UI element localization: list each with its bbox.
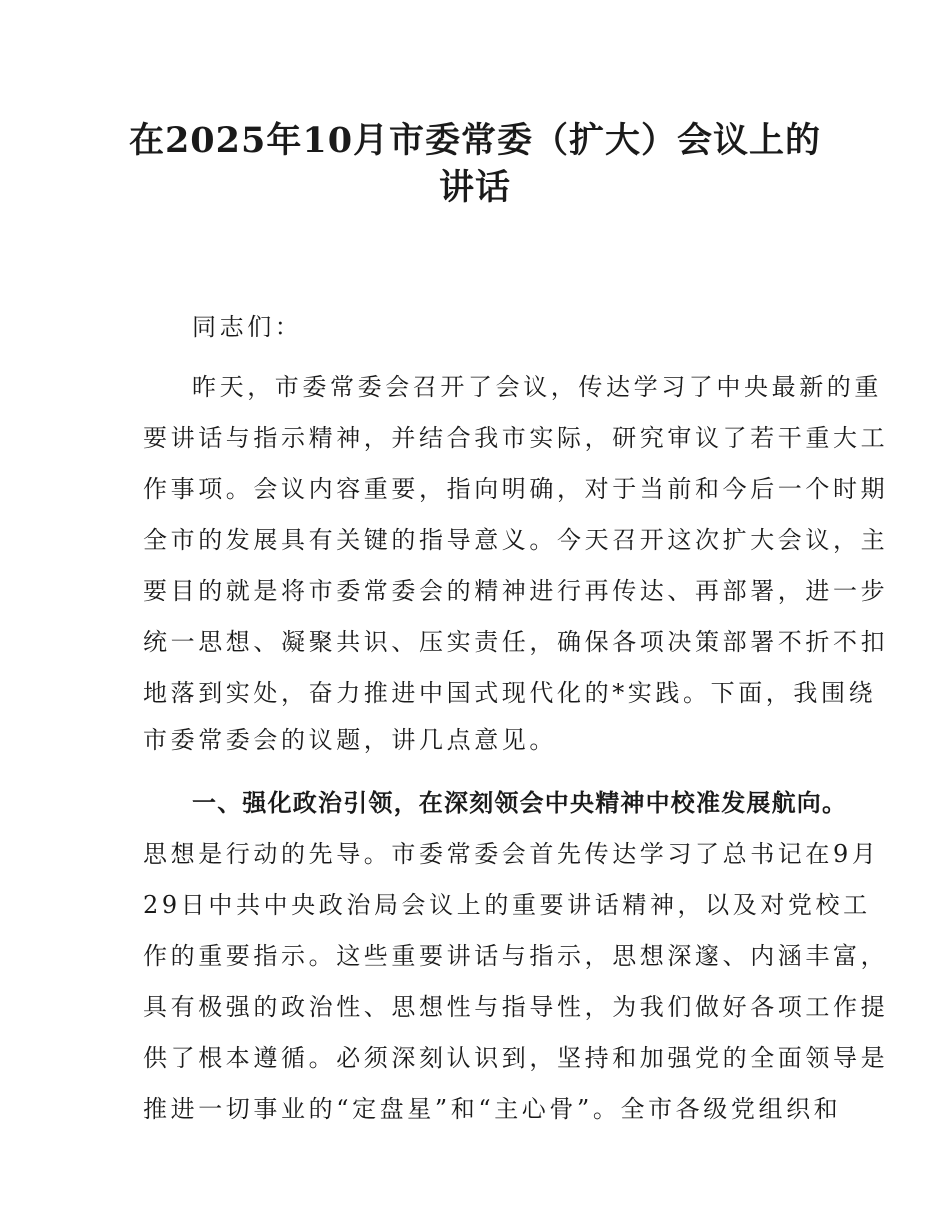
section-1-heading: 一、强化政治引领，在深刻领会中央精神中校准发展航向。 [192,789,848,817]
section-1-line: 供了根本遵循。必须深刻认识到，坚持和加强党的全面领导是 [143,1044,889,1072]
paragraph-1-line: 要目的就是将市委常委会的精神进行再传达、再部署，进一步 [143,577,889,605]
section-1-line: 思想是行动的先导。市委常委会首先传达学习了总书记在9月 [143,840,880,868]
paragraph-1-line: 市委常委会的议题，讲几点意见。 [143,726,557,754]
paragraph-1-line: 作事项。会议内容重要，指向明确，对于当前和今后一个时期 [143,475,889,503]
section-1-line: 29日中共中央政治局会议上的重要讲话精神，以及对党校工 [143,891,871,919]
paragraph-1-line: 要讲话与指示精神，并结合我市实际，研究审议了若干重大工 [143,424,889,452]
section-1-line: 推进一切事业的“定盘星”和“主心骨”。全市各级党组织和 [143,1095,842,1123]
paragraph-1-line: 地落到实处，奋力推进中国式现代化的*实践。下面，我围绕 [143,679,877,707]
document-title-line-2: 讲话 [438,167,511,208]
paragraph-1-line: 昨天，市委常委会召开了会议，传达学习了中央最新的重 [192,373,882,401]
salutation: 同志们： [192,313,303,341]
section-1-line: 具有极强的政治性、思想性与指导性，为我们做好各项工作提 [143,993,889,1021]
section-1-line: 作的重要指示。这些重要讲话与指示，思想深邃、内涵丰富， [143,942,889,970]
paragraph-1-line: 统一思想、凝聚共识、压实责任，确保各项决策部署不折不扣 [143,628,889,656]
document-title-line-1: 在2025年10月市委常委（扩大）会议上的 [128,120,822,161]
paragraph-1-line: 全市的发展具有关键的指导意义。今天召开这次扩大会议，主 [143,526,889,554]
